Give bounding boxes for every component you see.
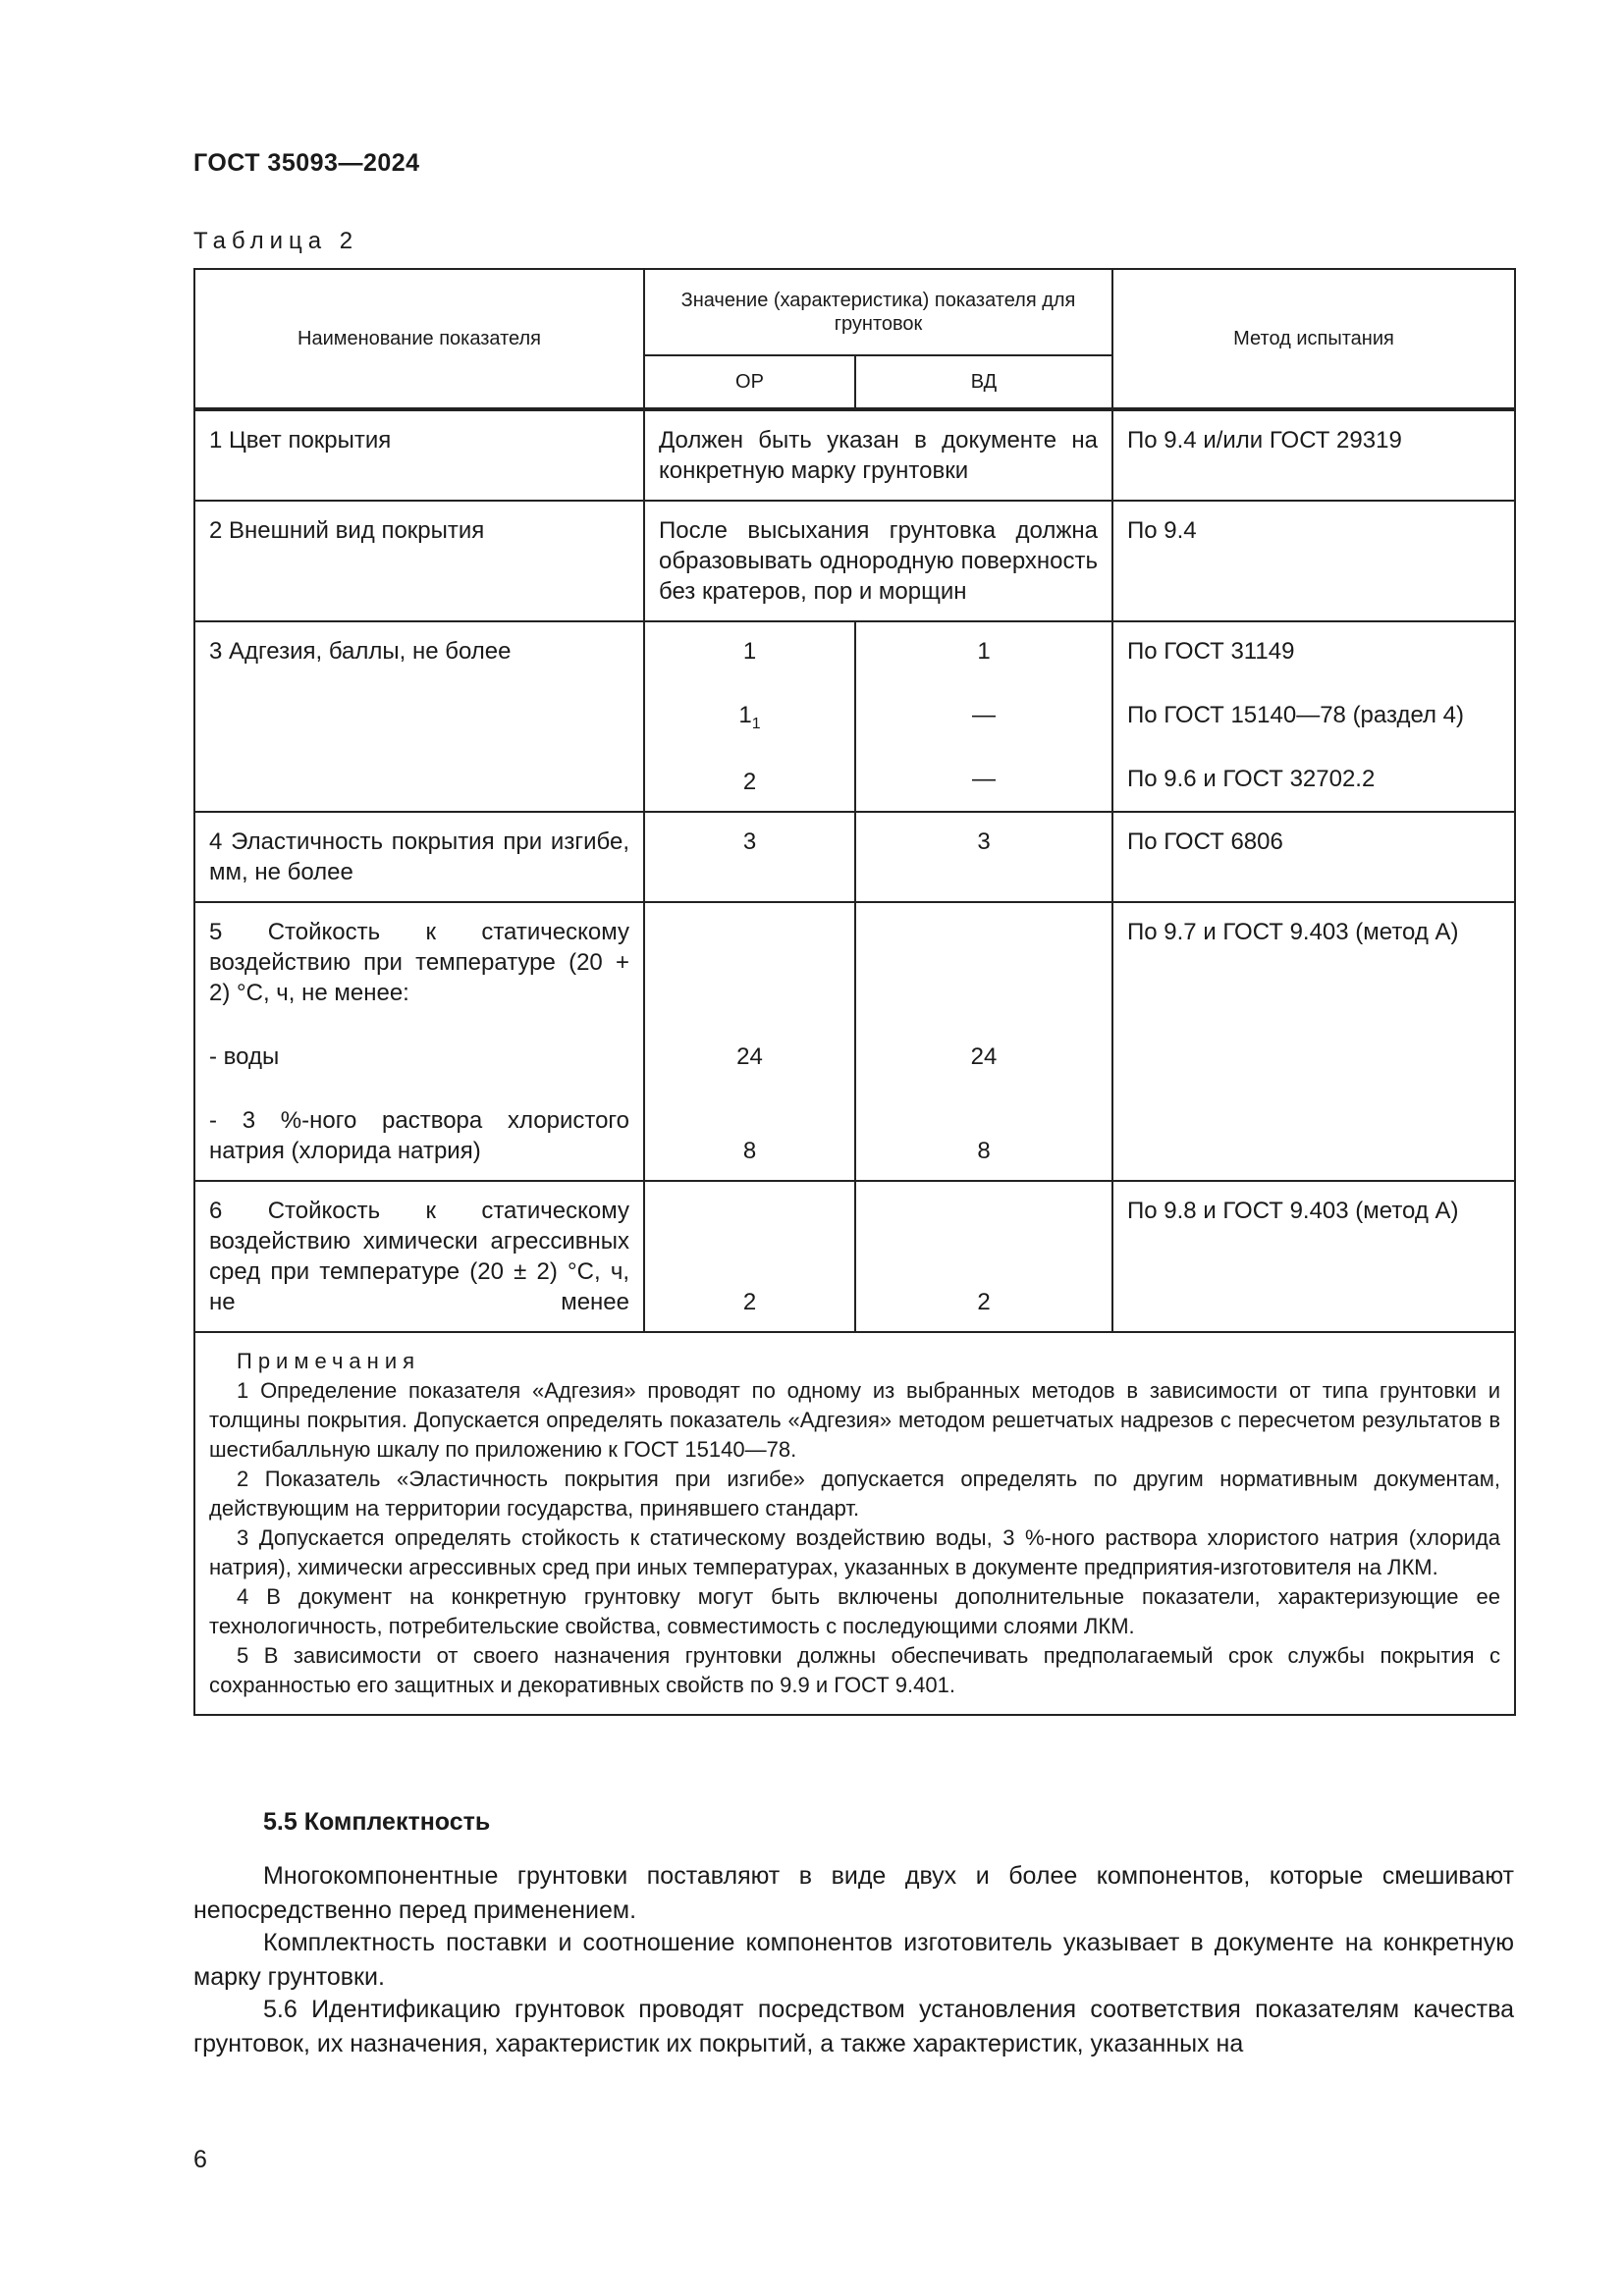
row-name: 3 Адгезия, баллы, не более — [194, 621, 644, 812]
table-caption: Таблица 2 — [193, 228, 359, 254]
document-header: ГОСТ 35093—2024 — [193, 149, 420, 177]
method-value: По 9.6 и ГОСТ 32702.2 — [1127, 766, 1376, 792]
row-name: 4 Эластичность покрытия при изгибе, мм, не более — [194, 812, 644, 902]
row-name: 6 Стойкость к статическому воздействию химически агрессивных сред при температуре (20 ± 2) °С, ч, не менее — [194, 1181, 644, 1332]
section-title: 5.5 Комплектность — [263, 1808, 491, 1836]
row-value: После высыхания грунтовка должна образовывать однородную поверхность без кратеров, пор и морщин — [644, 501, 1112, 621]
sub-item-label: - воды — [209, 1042, 280, 1070]
row-vd-values — [855, 621, 1112, 812]
row-vd: 2 — [855, 1181, 1112, 1332]
row-name: 2 Внешний вид покрытия — [194, 501, 644, 621]
body-paragraph: Комплектность поставки и соотношение компонентов изготовитель указывает в документе на конкретную марку грунтовки. — [193, 1929, 1514, 1991]
body-paragraph: 5.6 Идентификацию грунтовок проводят посредством установления соответствия показателям качества грунтовок, их назначения, характеристик их покрытий, а также характеристик, указанных на — [193, 1996, 1514, 2057]
vd-value: 8 — [977, 1137, 991, 1164]
row-name: 5 Стойкость к статическому воздействию при температуре (20 + 2) °С, ч, не менее: — [209, 918, 629, 1006]
note-item: 1 Определение показателя «Адгезия» проводят по одному из выбранных методов в зависимости от типа грунтовки и толщины покрытия. Допускается определять показатель «Адгезия» методом решетчатых надрезов с пересчетом результатов в шестибалльную шкалу по приложению к ГОСТ 15140—78. — [209, 1377, 1501, 1462]
row-op: 2 — [644, 1181, 855, 1332]
vd-value: — — [972, 766, 996, 792]
header-value-group: Значение (характеристика) показателя для грунтовок — [644, 269, 1112, 355]
row-name: 1 Цвет покрытия — [194, 409, 644, 501]
row-method: По 9.4 и/или ГОСТ 29319 — [1112, 409, 1515, 501]
row-method: По 9.7 и ГОСТ 9.403 (метод А) — [1112, 902, 1515, 1181]
row-vd: 3 — [855, 812, 1112, 902]
op-value: 24 — [736, 1042, 763, 1070]
row-op: 3 — [644, 812, 855, 902]
table-row — [194, 902, 1515, 1181]
vd-value: 1 — [977, 638, 991, 665]
table-row — [194, 621, 1515, 812]
row-method: По ГОСТ 6806 — [1112, 812, 1515, 902]
body-paragraph: Многокомпонентные грунтовки поставляют в виде двух и более компонентов, которые смешивают непосредственно перед применением. — [193, 1862, 1514, 1924]
op-value: 1 — [742, 638, 757, 665]
row-vd-values — [855, 902, 1112, 1181]
note-item: 2 Показатель «Эластичность покрытия при изгибе» допускается определять по другим нормативным документам, действующим на территории государства, принявшего стандарт. — [209, 1466, 1501, 1521]
table-row — [194, 501, 1515, 621]
note-item: 4 В документ на конкретную грунтовку могут быть включены дополнительные показатели, характеризующие ее технологичность, потребительские свойства, совместимость с последующими слоями ЛКМ. — [209, 1583, 1501, 1638]
notes-row — [194, 1332, 1515, 1715]
row-value: Должен быть указан в документе на конкретную марку грунтовки — [644, 409, 1112, 501]
note-item: 5 В зависимости от своего назначения грунтовки должны обеспечивать предполагаемый срок службы покрытия с сохранностью его защитных и декоративных свойств по 9.9 и ГОСТ 9.401. — [209, 1642, 1501, 1697]
op-value: 8 — [742, 1137, 757, 1164]
vd-value: 24 — [970, 1042, 998, 1070]
table-row — [194, 1181, 1515, 1332]
method-value: По ГОСТ 15140—78 (раздел 4) — [1127, 702, 1465, 728]
requirements-table — [193, 268, 1516, 1716]
op-value: 2 — [742, 768, 757, 795]
table-notes — [194, 1332, 1515, 1715]
row-op-values — [644, 902, 855, 1181]
table-row — [194, 812, 1515, 902]
header-op: ОР — [644, 355, 855, 409]
page-number: 6 — [193, 2146, 207, 2173]
row-method: По 9.8 и ГОСТ 9.403 (метод А) — [1112, 1181, 1515, 1332]
method-value: По ГОСТ 31149 — [1127, 638, 1295, 665]
row-op-values — [644, 621, 855, 812]
row-name-block — [194, 902, 644, 1181]
vd-value: — — [972, 702, 996, 728]
header-vd: ВД — [855, 355, 1112, 409]
sub-item-label: - 3 %-ного раствора хлористого натрия (хлорида натрия) — [209, 1106, 629, 1164]
header-method-column: Метод испытания — [1112, 269, 1515, 409]
table-row — [194, 409, 1515, 501]
row-methods — [1112, 621, 1515, 812]
notes-title: Примечания — [237, 1348, 421, 1373]
header-name-column: Наименование показателя — [194, 269, 644, 409]
note-item: 3 Допускается определять стойкость к статическому воздействию воды, 3 %-ного раствора хлористого натрия (хлорида натрия), химически агрессивных сред при иных температурах, указанных в документе предприятия-изготовителя на ЛКМ. — [209, 1524, 1501, 1579]
op-value: $1_1$ — [738, 702, 761, 732]
row-method: По 9.4 — [1112, 501, 1515, 621]
